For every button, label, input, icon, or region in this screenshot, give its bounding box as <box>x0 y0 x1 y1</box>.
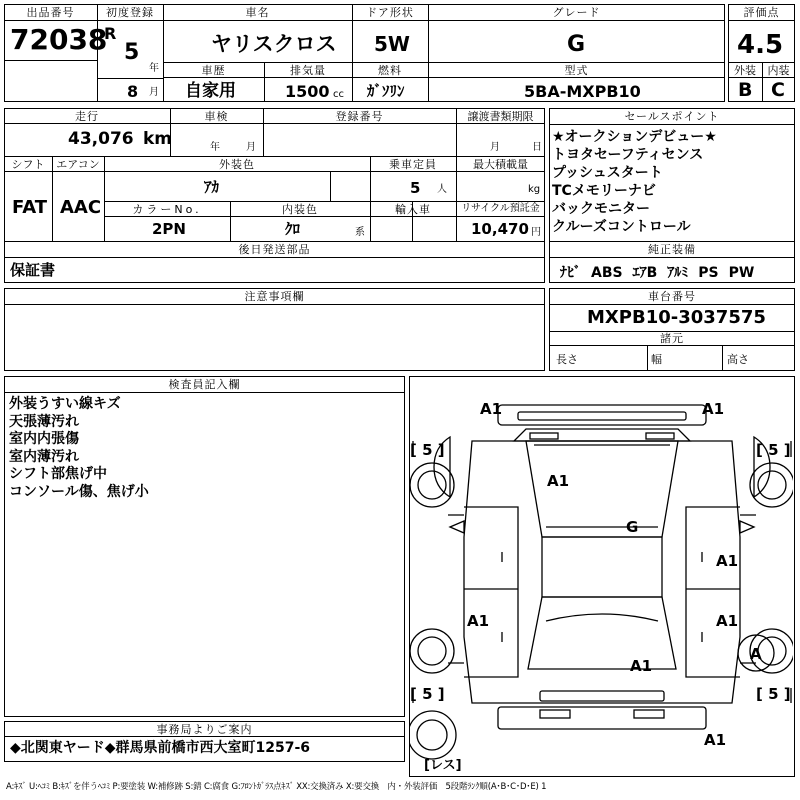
tr-month: 月 <box>490 142 500 153</box>
color-label: 外装色 <box>219 158 255 171</box>
spare-tire: [レス] <box>424 758 462 773</box>
model: 5BA-MXPB10 <box>524 82 641 101</box>
chassis-label: 車台番号 <box>648 290 696 303</box>
mark-windshield: A1 <box>547 472 570 490</box>
mark-rear-bumper: A1 <box>704 731 727 749</box>
sales-point-item: TCメモリーナビ <box>552 183 656 199</box>
aircon: AAC <box>60 197 102 218</box>
spec-width: 幅 <box>651 353 662 366</box>
tire-front-left: [ 5 ] <box>410 441 445 459</box>
first-reg-label: 初度登録 <box>106 6 154 19</box>
tire-rear-left: [ 5 ] <box>410 685 445 703</box>
office-label: 事務局よりご案内 <box>156 723 253 736</box>
later-label: 後日発送部品 <box>238 243 311 256</box>
int-label: 内装 <box>767 64 790 77</box>
intcolor-unit: 系 <box>355 227 365 238</box>
load-unit: kg <box>528 184 541 195</box>
sales-points-list <box>552 128 717 236</box>
history-label: 車歴 <box>201 64 226 77</box>
score-label: 評価点 <box>743 6 780 19</box>
inspector-note-line: シフト部焦げ中 <box>9 466 107 482</box>
displacement: 1500 <box>285 82 330 101</box>
damage-diagram <box>409 376 795 777</box>
car-name: ヤリスクロス <box>211 32 337 56</box>
month-unit: 月 <box>149 87 159 98</box>
inspector-note-line: 天張薄汚れ <box>9 413 79 430</box>
sales-point-item: トヨタセーフティセンス <box>552 147 704 163</box>
sales-point-item: クルーズコントロール <box>552 219 691 235</box>
transfer-label: 譲渡書類期限 <box>467 110 534 123</box>
inspector-note-line: 室内内張傷 <box>9 431 79 447</box>
mileage: 43,076 <box>68 129 134 149</box>
colorno-label: カラーNo. <box>132 203 202 216</box>
mark-left-door: A1 <box>467 612 490 630</box>
sales-label: セールスポイント <box>624 110 720 123</box>
spec-length: 長さ <box>556 353 578 366</box>
inspector-notes <box>9 396 149 501</box>
import-label: 輸入車 <box>395 203 431 216</box>
notes-label: 注意事項欄 <box>244 290 305 303</box>
legend-text: A:ｷｽﾞ U:ﾍｺﾐ B:ｷｽﾞを伴うﾍｺﾐ P:要塗装 W:補修跡 S:錆 C:腐食 G:ﾌﾛﾝﾄｶﾞﾗｽ点ｷｽﾞ XX:交換済み X:要交換 内・外装評価 5段階ﾗﾝｸ順(A･B･C･D･E) 1 <box>6 782 547 792</box>
mileage-label: 走行 <box>75 110 99 123</box>
colorno: 2PN <box>152 220 186 238</box>
yen-unit: 円 <box>531 227 541 238</box>
mark-glass: G <box>626 518 639 536</box>
tire-rear-right: [ 5 ] <box>756 685 791 703</box>
lot-label: 出品番号 <box>26 6 75 19</box>
ext-score: B <box>738 79 753 101</box>
capacity: 5 <box>410 179 421 197</box>
sales-point-item: プッシュスタート <box>552 165 663 181</box>
equipment-item: ﾅﾋﾞ <box>560 265 581 281</box>
insp-year: 年 <box>210 142 220 153</box>
shift: FAT <box>12 197 48 218</box>
intcolor: ｸﾛ <box>285 220 301 238</box>
reg-month: 8 <box>127 82 139 101</box>
color: ｱｶ <box>204 178 220 196</box>
car-diagram-svg <box>410 377 793 775</box>
recycle-label: リサイクル預託金 <box>461 203 540 214</box>
equipment-item: ABS <box>591 265 623 281</box>
inspector-label: 検査員記入欄 <box>168 378 241 391</box>
tire-front-right: [ 5 ] <box>756 441 791 459</box>
office-text: ◆北関東ヤード◆群馬県前橋市西大室町1257-6 <box>10 740 311 756</box>
grade-label: グレード <box>552 6 601 19</box>
history: 自家用 <box>185 81 236 101</box>
fuel: ｶﾞｿﾘﾝ <box>367 82 405 100</box>
spec-height: 高さ <box>727 353 749 366</box>
chassis-number: MXPB10-3037575 <box>587 307 766 328</box>
score: 4.5 <box>737 30 784 60</box>
lot-number: 72038 <box>10 23 108 56</box>
inspector-note-line: 室内薄汚れ <box>9 448 79 465</box>
equipment-list <box>560 262 754 282</box>
equipment-label: 純正装備 <box>648 243 696 256</box>
equipment-item: ｴｱB <box>632 265 658 281</box>
mark-right-rear: A1 <box>716 612 739 630</box>
car-name-label: 車名 <box>245 6 270 19</box>
sales-point-item: ★オークションデビュー★ <box>552 129 717 145</box>
door-type: 5W <box>374 32 410 56</box>
mark-front-right: A1 <box>702 400 725 418</box>
equipment-item: PW <box>728 265 755 281</box>
capacity-label: 乗車定員 <box>389 158 437 171</box>
km-unit: km <box>143 129 173 149</box>
capacity-unit: 人 <box>437 184 447 195</box>
equipment-item: ｱﾙﾐ <box>667 265 689 281</box>
era: R <box>104 24 117 43</box>
door-label: ドア形状 <box>366 6 414 19</box>
mark-right-tire: A <box>750 645 762 663</box>
mark-front-left: A1 <box>480 400 503 418</box>
ac-label: エアコン <box>56 158 100 171</box>
ext-label: 外装 <box>734 64 756 77</box>
reg-year: 5 <box>124 40 140 65</box>
load-label: 最大積載量 <box>473 158 528 171</box>
int-score: C <box>771 79 785 101</box>
mark-rear-glass: A1 <box>630 657 653 675</box>
mark-right-door: A1 <box>716 552 739 570</box>
insp-month: 月 <box>246 142 256 153</box>
displacement-label: 排気量 <box>290 64 326 77</box>
fuel-label: 燃料 <box>378 64 402 77</box>
spec-label: 諸元 <box>660 332 684 345</box>
recycle: 10,470 <box>471 220 529 238</box>
grade: G <box>567 32 586 57</box>
equipment-item: PS <box>698 265 719 281</box>
intcolor-label: 内装色 <box>282 203 318 216</box>
regno-label: 登録番号 <box>335 110 384 123</box>
sales-point-item: バックモニター <box>552 201 650 217</box>
year-unit: 年 <box>149 63 159 74</box>
shift-label: シフト <box>11 158 45 171</box>
cc-unit: cc <box>333 89 344 100</box>
later-parts: 保証書 <box>10 261 56 279</box>
inspector-note-line: 外装うすい線キズ <box>9 396 121 412</box>
inspection-label: 車検 <box>204 110 229 123</box>
inspector-note-line: コンソール傷、焦げ小 <box>9 483 149 500</box>
model-label: 型式 <box>564 64 589 77</box>
tr-day: 日 <box>532 142 542 153</box>
